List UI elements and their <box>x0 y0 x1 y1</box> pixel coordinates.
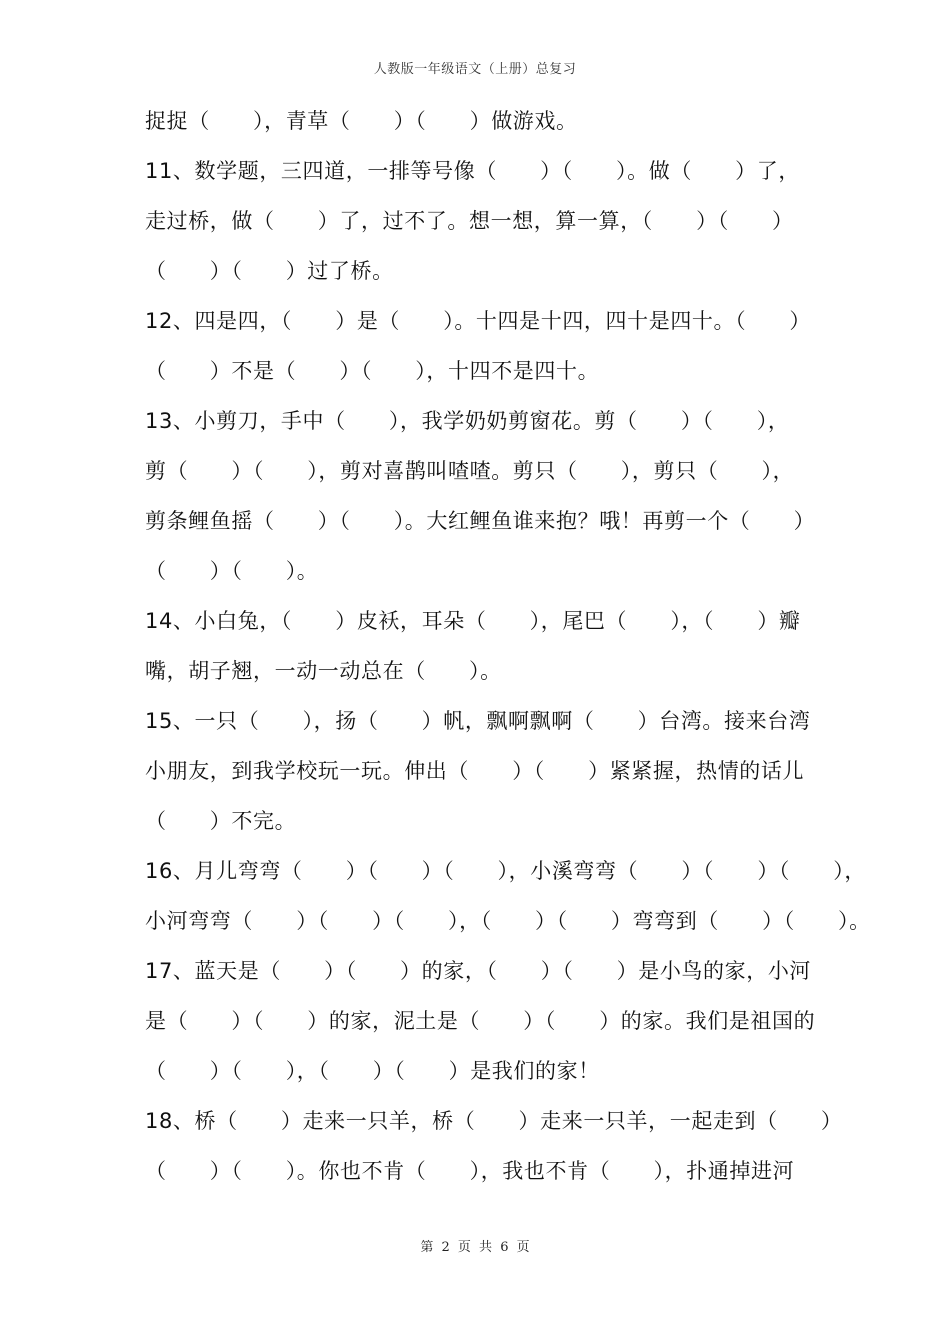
text-line: 17、蓝天是（ ）（ ）的家，（ ）（ ）是小鸟的家，小河 <box>145 959 812 983</box>
text-line: （ ）（ ）过了桥。 <box>145 259 394 283</box>
page-footer: 第 2 页 共 6 页 <box>420 1240 530 1255</box>
text-line: （ ）不是（ ）（ ），十四不是四十。 <box>145 359 600 383</box>
text-line: 15、一只（ ），扬（ ）帆，飘啊飘啊（ ）台湾。接来台湾 <box>145 709 811 733</box>
text-line: 剪条鲤鱼摇（ ）（ ）。大红鲤鱼谁来抱？哦！再剪一个（ ） <box>145 509 816 533</box>
text-line: 剪（ ）（ ），剪对喜鹊叫喳喳。剪只（ ），剪只（ ）， <box>145 459 795 483</box>
text-line: 小河弯弯（ ）（ ）（ ），（ ）（ ）弯弯到（ ）（ ）。 <box>145 909 871 933</box>
text-line: （ ）不完。 <box>145 809 297 833</box>
text-line: 14、小白兔，（ ）皮袄，耳朵（ ），尾巴（ ），（ ）瓣 <box>145 609 801 633</box>
text-line: 走过桥，做（ ）了，过不了。想一想，算一算，（ ）（ ） <box>145 209 794 233</box>
text-line: （ ）（ ），（ ）（ ）是我们的家！ <box>145 1059 600 1083</box>
text-line: 11、数学题，三四道，一排等号像（ ）（ ）。做（ ）了， <box>145 159 800 183</box>
text-line: 嘴，胡子翘，一动一动总在（ ）。 <box>145 659 502 683</box>
text-line: 16、月儿弯弯（ ）（ ）（ ），小溪弯弯（ ）（ ）（ ）， <box>145 859 866 883</box>
text-line: 18、桥（ ）走来一只羊，桥（ ）走来一只羊，一起走到（ ） <box>145 1109 843 1133</box>
exercise-body <box>145 96 871 1196</box>
text-line: 13、小剪刀，手中（ ），我学奶奶剪窗花。剪（ ）（ ）， <box>145 409 790 433</box>
text-line: 捉捉（ ），青草（ ）（ ）做游戏。 <box>145 109 578 133</box>
text-line: （ ）（ ）。 <box>145 559 319 583</box>
text-line: 小朋友，到我学校玩一玩。伸出（ ）（ ）紧紧握，热情的话儿 <box>145 759 805 783</box>
text-line: （ ）（ ）。你也不肯（ ），我也不肯（ ），扑通掉进河 <box>145 1159 795 1183</box>
text-line: 是（ ）（ ）的家，泥土是（ ）（ ）的家。我们是祖国的 <box>145 1009 816 1033</box>
text-line: 12、四是四，（ ）是（ ）。十四是十四，四十是四十。（ ） <box>145 309 812 333</box>
page-header: 人教版一年级语文（上册）总复习 <box>373 62 577 77</box>
